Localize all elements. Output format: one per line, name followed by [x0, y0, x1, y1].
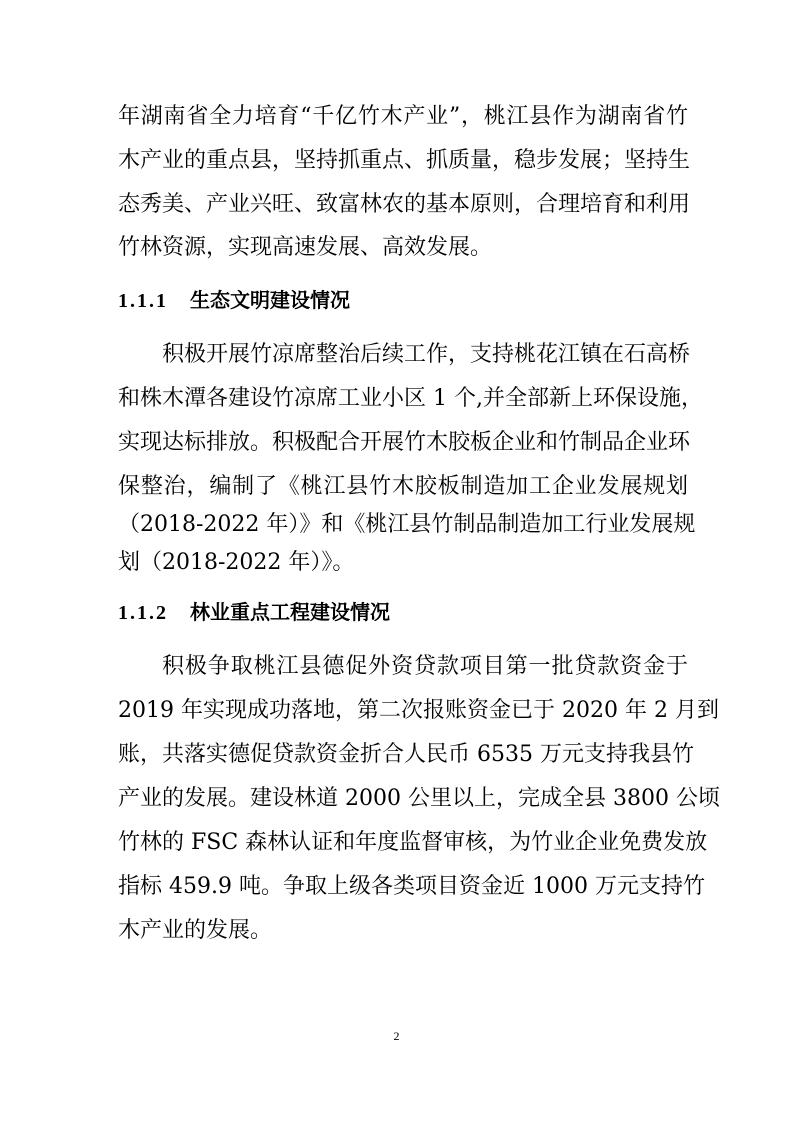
intro-line-4: 竹林资源，实现高速发展、高效发展。 — [118, 235, 493, 260]
paragraph-line: 和株木潭各建设竹凉席工业小区 1 个,并全部新上环保设施， — [118, 386, 703, 411]
paragraph-line: 2019 年实现成功落地，第二次报账资金已于 2020 年 2 月到 — [118, 698, 719, 723]
paragraph-line: 指标 459.9 吨。争取上级各类项目资金近 1000 万元支持竹 — [118, 874, 705, 899]
paragraph-line: 积极争取桃江县德促外资贷款项目第一批贷款资金于 — [162, 654, 688, 679]
section-heading-1-1-2 — [118, 597, 390, 628]
paragraph-line: 积极开展竹凉席整治后续工作，支持桃花江镇在石高桥 — [162, 342, 691, 367]
paragraph-line: 竹林的 FSC 森林认证和年度监督审核，为竹业企业免费发放 — [118, 830, 708, 855]
section-title: 林业重点工程建设情况 — [190, 600, 390, 624]
paragraph-line: 划（2018-2022 年）》。 — [118, 550, 355, 575]
page-number: 2 — [393, 1029, 400, 1043]
section-number: 1.1.2 — [118, 602, 168, 624]
section-heading-1-1-1 — [118, 285, 350, 316]
paragraph-line: 木产业的发展。 — [118, 918, 273, 943]
paragraph-line: 账，共落实德促贷款资金折合人民币 6535 万元支持我县竹 — [118, 742, 694, 767]
paragraph-line: 产业的发展。建设林道 2000 公里以上，完成全县 3800 公顷 — [118, 786, 720, 811]
intro-line-3: 态秀美、产业兴旺、致富林农的基本原则，合理培育和利用 — [118, 192, 691, 217]
paragraph-line: 实现达标排放。积极配合开展竹木胶板企业和竹制品企业环 — [118, 430, 691, 455]
section-number: 1.1.1 — [118, 290, 168, 312]
paragraph-line: 保整治，编制了《桃江县竹木胶板制造加工企业发展规划 — [118, 474, 688, 499]
paragraph-line: （2018-2022 年）》和《桃江县竹制品制造加工行业发展规 — [118, 512, 696, 537]
section-title: 生态文明建设情况 — [190, 288, 350, 312]
intro-line-2: 木产业的重点县，坚持抓重点、抓质量，稳步发展；坚持生 — [118, 148, 691, 173]
intro-line-1: 年湖南省全力培育“千亿竹木产业”，桃江县作为湖南省竹 — [118, 104, 688, 129]
